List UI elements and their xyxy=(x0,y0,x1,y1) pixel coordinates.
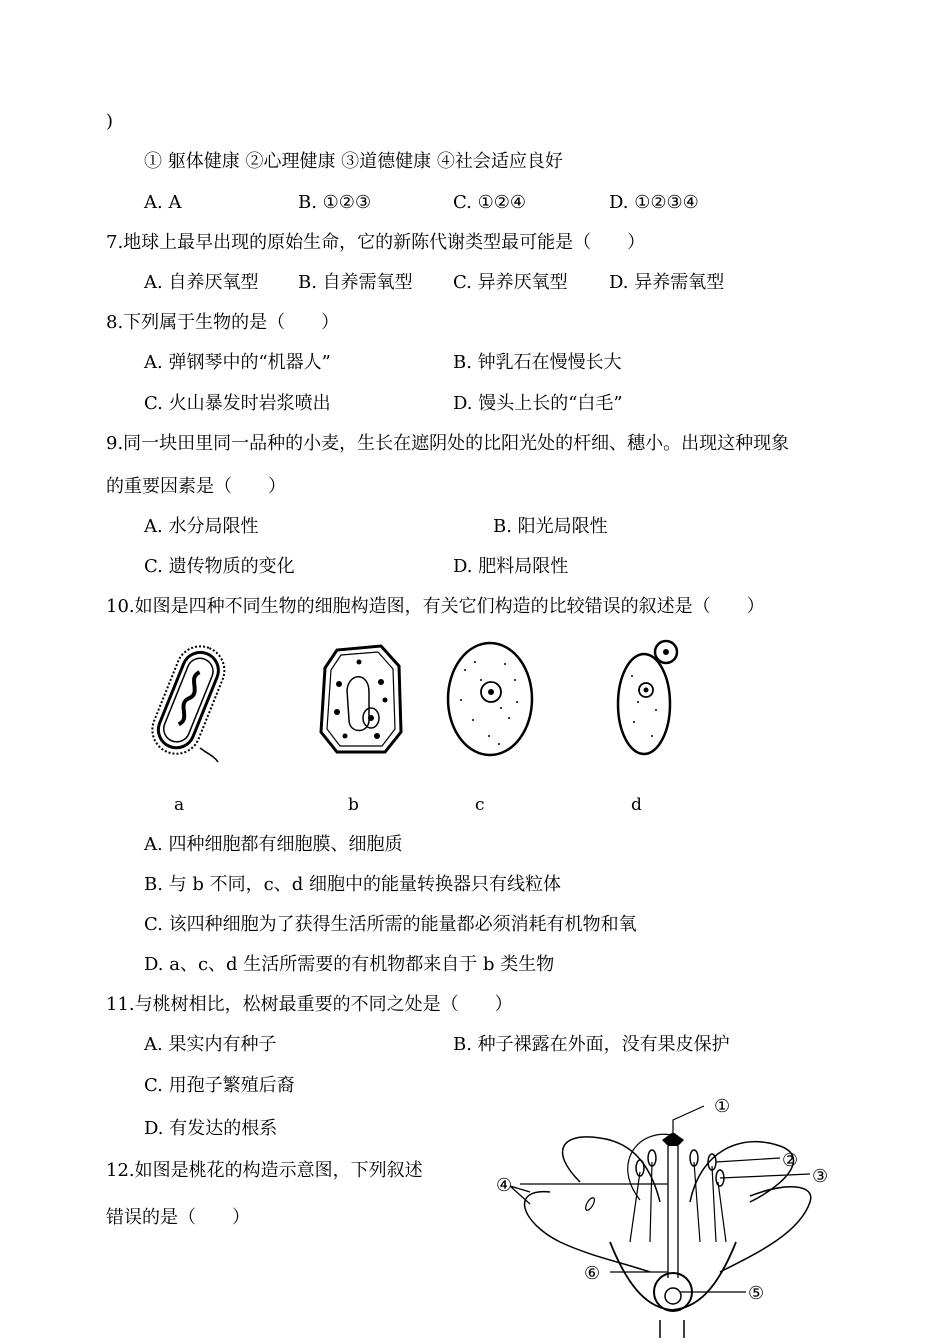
q6-option-a: A. A xyxy=(144,192,182,213)
q10-option-c: C. 该四种细胞为了获得生活所需的能量都必须消耗有机物和氧 xyxy=(144,914,637,935)
q12-stem-line1: 12.如图是桃花的构造示意图，下列叙述 xyxy=(106,1160,423,1181)
q11-option-a: A. 果实内有种子 xyxy=(144,1034,277,1055)
cell-label-a: a xyxy=(174,795,185,815)
flower-label-1: ① xyxy=(714,1096,731,1117)
q7-option-c: C. 异养厌氧型 xyxy=(453,272,568,293)
q9-option-d: D. 肥料局限性 xyxy=(453,556,569,577)
q9-option-c: C. 遗传物质的变化 xyxy=(144,556,295,577)
q6-option-c: C. ①②④ xyxy=(453,192,526,213)
q11-stem: 11.与桃树相比，松树最重要的不同之处是（ ） xyxy=(106,994,513,1015)
q10-option-b: B. 与 b 不同，c、d 细胞中的能量转换器只有线粒体 xyxy=(144,874,561,895)
q7-stem: 7.地球上最早出现的原始生命，它的新陈代谢类型最可能是（ ） xyxy=(106,232,646,253)
q11-option-b: B. 种子裸露在外面，没有果皮保护 xyxy=(453,1034,730,1055)
q6-option-d: D. ①②③④ xyxy=(609,192,699,213)
q8-option-a: A. 弹钢琴中的“机器人” xyxy=(144,352,331,373)
flower-label-3: ③ xyxy=(812,1166,829,1187)
q9-option-b: B. 阳光局限性 xyxy=(493,516,608,537)
q7-option-a: A. 自养厌氧型 xyxy=(144,272,259,293)
cell-label-b: b xyxy=(348,795,359,815)
q10-option-d: D. a、c、d 生活所需要的有机物都来自于 b 类生物 xyxy=(144,954,555,975)
q10-stem: 10.如图是四种不同生物的细胞构造图，有关它们构造的比较错误的叙述是（ ） xyxy=(106,596,765,617)
flower-label-2: ② xyxy=(782,1150,799,1171)
q7-option-d: D. 异养需氧型 xyxy=(609,272,725,293)
flower-label-4: ④ xyxy=(496,1175,513,1196)
cell-b-plant-cell xyxy=(315,640,407,758)
flower-label-5: ⑤ xyxy=(748,1283,765,1304)
q6-items: ① 躯体健康 ②心理健康 ③道德健康 ④社会适应良好 xyxy=(144,151,563,172)
q6-option-b: B. ①②③ xyxy=(298,192,372,213)
cell-d-yeast xyxy=(612,636,688,760)
cell-c-animal-cell xyxy=(445,640,535,758)
q9-stem-line2: 的重要因素是（ ） xyxy=(106,476,286,497)
q8-option-d: D. 馒头上长的“白毛” xyxy=(453,393,623,414)
flower-label-6: ⑥ xyxy=(584,1263,601,1284)
q8-option-b: B. 钟乳石在慢慢长大 xyxy=(453,352,622,373)
peach-flower-diagram xyxy=(490,1092,840,1340)
cell-label-d: d xyxy=(631,795,642,815)
q7-option-b: B. 自养需氧型 xyxy=(298,272,413,293)
cell-label-c: c xyxy=(475,795,485,815)
q6-stem-tail: ) xyxy=(106,111,114,132)
q10-option-a: A. 四种细胞都有细胞膜、细胞质 xyxy=(144,834,403,855)
q12-stem-line2: 错误的是（ ） xyxy=(106,1207,250,1228)
q8-option-c: C. 火山暴发时岩浆喷出 xyxy=(144,393,331,414)
q9-stem-line1: 9.同一块田里同一品种的小麦，生长在遮阴处的比阳光处的杆细、穗小。出现这种现象 xyxy=(106,433,790,454)
q9-option-a: A. 水分局限性 xyxy=(144,516,259,537)
cell-a-bacterium xyxy=(138,636,238,766)
q11-option-c: C. 用孢子繁殖后裔 xyxy=(144,1075,295,1096)
q8-stem: 8.下列属于生物的是（ ） xyxy=(106,312,340,333)
q11-option-d: D. 有发达的根系 xyxy=(144,1118,278,1139)
